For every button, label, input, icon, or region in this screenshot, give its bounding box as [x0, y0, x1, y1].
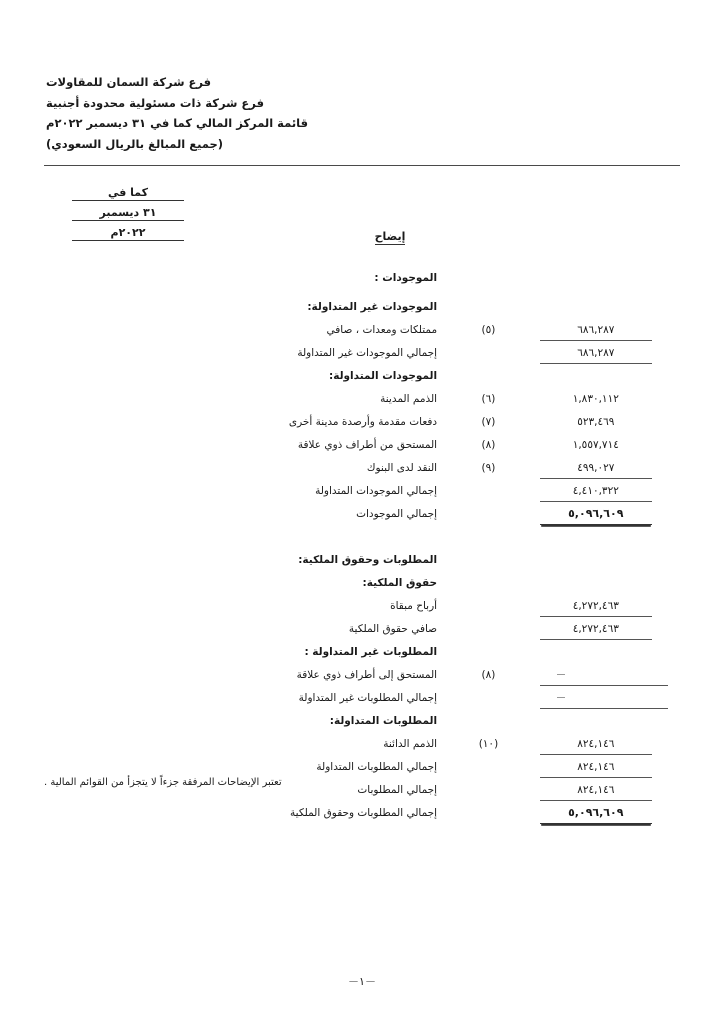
statement-row: [44, 596, 680, 619]
row-note-reference: [437, 481, 540, 484]
row-amount-value: －: [540, 691, 668, 709]
statement-row: [44, 435, 680, 458]
document-header: [46, 72, 680, 154]
row-note-reference: [437, 757, 540, 760]
row-amount: [540, 389, 680, 409]
amount-header-line1: كما في: [72, 186, 184, 201]
row-note-reference: [437, 504, 540, 507]
statement-row: [44, 320, 680, 343]
row-amount: [540, 481, 680, 502]
row-label: إجمالي الموجودات: [356, 508, 438, 520]
row-amount-value: ٤,٢٧٢,٤٦٣: [540, 599, 652, 617]
statement-row: [44, 688, 680, 711]
row-note-reference: (١٠): [478, 738, 499, 750]
amount-column-header: [72, 186, 184, 246]
row-label: إجمالي المطلوبات وحقوق الملكية: [290, 807, 438, 819]
row-amount-value: ٤٩٩,٠٢٧: [540, 461, 652, 479]
header-line-currency-note: (جميع المبالغ بالريال السعودي): [46, 136, 224, 151]
row-amount: [540, 803, 680, 824]
row-amount: [540, 550, 680, 556]
row-note-reference: (٧): [481, 416, 496, 428]
row-amount-value: [540, 576, 652, 579]
note-column-header: [355, 230, 425, 243]
row-amount-value: ٥,٠٩٦,٦٠٩: [540, 806, 652, 824]
row-label: دفعات مقدمة وأرصدة مدينة أخرى: [288, 416, 438, 428]
statement-row: [44, 550, 680, 573]
row-amount-value: ٦٨٦,٢٨٧: [540, 346, 652, 364]
row-label: المطلوبات وحقوق الملكية:: [298, 554, 438, 566]
row-note-reference: [437, 688, 540, 691]
statement-row: [44, 268, 680, 297]
row-note-reference: [437, 596, 540, 599]
amount-header-line3: ٢٠٢٢م: [72, 226, 184, 241]
row-amount: [540, 412, 680, 432]
row-note-reference: [437, 297, 540, 300]
row-note-reference: (٥): [481, 324, 496, 336]
header-divider: [44, 165, 680, 166]
row-amount: [540, 320, 680, 341]
row-note-reference: [437, 268, 540, 271]
row-amount: [540, 366, 680, 372]
row-amount: [540, 596, 680, 617]
row-amount-value: ٨٢٤,١٤٦: [540, 783, 652, 801]
row-amount: [540, 573, 680, 579]
row-label: الذمم الدائنة: [383, 738, 438, 750]
statement-row: [44, 573, 680, 596]
row-note-reference: [437, 366, 540, 369]
row-label: إجمالي المطلوبات المتداولة: [316, 761, 438, 773]
row-amount-value: [540, 714, 652, 717]
row-amount-value: －: [540, 668, 668, 686]
statement-row: [44, 366, 680, 389]
row-amount-value: ٥,٠٩٦,٦٠٩: [540, 507, 652, 525]
row-amount-value: [540, 645, 652, 648]
row-label: الموجودات :: [374, 272, 438, 284]
statement-row: [44, 389, 680, 412]
row-note-reference: [437, 711, 540, 714]
row-amount-value: ٤,٢٧٢,٤٦٣: [540, 622, 652, 640]
page-number: －١－: [348, 975, 376, 988]
row-note-reference: [437, 573, 540, 576]
row-label: إجمالي المطلوبات: [357, 784, 438, 796]
row-note-reference: (٨): [481, 439, 496, 451]
statement-row: [44, 734, 680, 757]
row-amount: [540, 688, 680, 709]
row-amount-value: [540, 553, 652, 556]
header-line-company: فرع شركة السمان للمقاولات: [46, 75, 212, 89]
row-label: المستحق من أطراف ذوي علاقة: [297, 439, 438, 451]
row-amount: [540, 435, 680, 455]
row-amount-value: [540, 300, 652, 303]
row-amount-value: ١,٥٥٧,٧١٤: [572, 439, 619, 451]
row-amount-value: ٦٨٦,٢٨٧: [540, 323, 652, 341]
row-label: حقوق الملكية:: [362, 577, 438, 589]
row-label: ممتلكات ومعدات ، صافي: [326, 324, 438, 336]
row-amount-value: ٥٢٣,٤٦٩: [577, 416, 615, 428]
row-label: الذمم المدينة: [380, 393, 438, 405]
row-label: الموجودات المتداولة:: [329, 370, 438, 382]
row-label: إجمالي الموجودات المتداولة: [315, 485, 438, 497]
header-line-statement-title: قائمة المركز المالي كما في ٣١ ديسمبر ٢٠٢٢م: [46, 116, 309, 130]
row-amount: [540, 642, 680, 648]
row-amount: [540, 734, 680, 755]
row-label: النقد لدى البنوك: [366, 462, 438, 474]
statement-row: [44, 343, 680, 366]
row-amount: [540, 757, 680, 778]
row-note-reference: [437, 550, 540, 553]
statement-row: [44, 665, 680, 688]
header-line-entity-type: فرع شركة ذات مسئولية محدودة أجنبية: [46, 95, 264, 110]
row-amount-value: ١,٨٣٠,١١٢: [572, 393, 619, 405]
row-amount-value: [540, 369, 652, 372]
row-amount: [540, 504, 680, 525]
row-label: إجمالي المطلوبات غير المتداولة: [298, 692, 438, 704]
row-note-reference: (٩): [481, 462, 496, 474]
row-amount: [540, 711, 680, 717]
row-label: المطلوبات غير المتداولة :: [304, 646, 438, 658]
statement-row: [44, 711, 680, 734]
statement-table: [44, 268, 680, 826]
row-amount: [540, 343, 680, 364]
statement-row: [44, 412, 680, 435]
row-amount-value: [540, 271, 652, 274]
statement-row: [44, 642, 680, 665]
statement-row: [44, 297, 680, 320]
row-label: صافي حقوق الملكية: [348, 623, 438, 635]
statement-row: [44, 504, 680, 550]
row-amount-value: ٨٢٤,١٤٦: [540, 760, 652, 778]
row-label: الموجودات غير المتداولة:: [307, 301, 438, 313]
footnote-text: تعتبر الإيضاحات المرفقة جزءاً لا يتجزأ من القوائم المالية .: [44, 777, 282, 788]
statement-row: [44, 619, 680, 642]
row-note-reference: [437, 803, 540, 806]
row-amount: [540, 619, 680, 640]
row-amount-value: ٤,٤١٠,٣٢٢: [540, 484, 652, 502]
row-label: أرباح مبقاة: [390, 600, 438, 612]
row-amount-value: ٨٢٤,١٤٦: [540, 737, 652, 755]
amount-header-line2: ٣١ ديسمبر: [72, 206, 184, 221]
row-label: المطلوبات المتداولة:: [329, 715, 438, 727]
row-label: إجمالي الموجودات غير المتداولة: [297, 347, 438, 359]
statement-row: [44, 458, 680, 481]
row-amount: [540, 458, 680, 479]
note-header-label: إيضاح: [374, 230, 406, 243]
row-note-reference: [437, 619, 540, 622]
row-amount: [540, 665, 680, 686]
row-note-reference: [437, 343, 540, 346]
statement-row: [44, 803, 680, 826]
row-note-reference: (٦): [481, 393, 496, 405]
row-amount: [540, 268, 680, 274]
statement-row: [44, 481, 680, 504]
row-label: المستحق إلى أطراف ذوي علاقة: [296, 669, 438, 681]
row-amount: [540, 297, 680, 303]
row-note-reference: [437, 642, 540, 645]
row-note-reference: (٨): [481, 669, 496, 681]
